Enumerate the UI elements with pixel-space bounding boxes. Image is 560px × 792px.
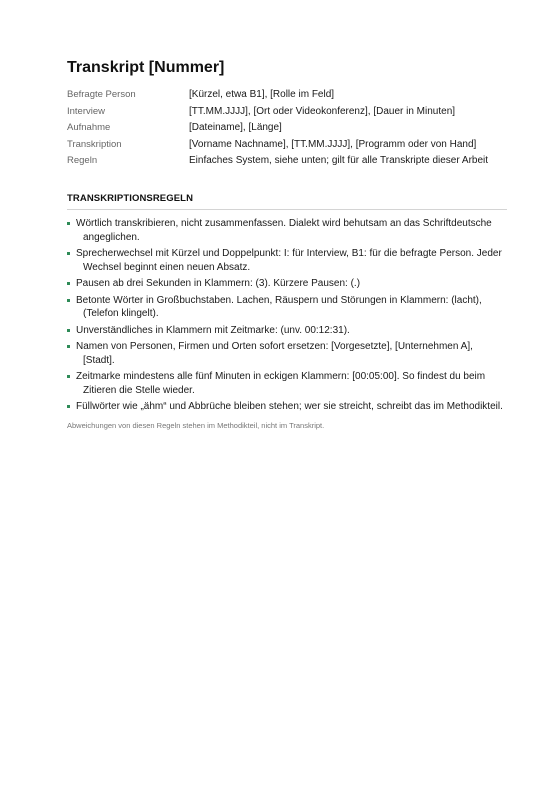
list-item bbox=[67, 324, 507, 338]
bullet-icon bbox=[67, 375, 70, 378]
rule-text: Füllwörter wie „ähm“ und Abbrüche bleiben stehen; wer sie streicht, schreibt das im Methodikteil. bbox=[76, 401, 503, 412]
rule-text: Zeitmarke mindestens alle fünf Minuten in eckigen Klammern: [00:05:00]. So findest du beim Zitieren die Stelle wieder. bbox=[76, 371, 486, 396]
meta-value: [Vorname Nachname], [TT.MM.JJJJ], [Programm oder von Hand] bbox=[189, 138, 477, 150]
meta-label: Aufnahme bbox=[67, 122, 111, 133]
list-item bbox=[67, 400, 507, 414]
bullet-icon bbox=[67, 282, 70, 285]
document-page bbox=[67, 58, 507, 431]
meta-value: [Kürzel, etwa B1], [Rolle im Feld] bbox=[189, 89, 335, 100]
rule-text: Betonte Wörter in Großbuchstaben. Lachen, Räuspern und Störungen in Klammern: (lacht), (Telefon klingelt). bbox=[76, 294, 482, 319]
meta-row-regeln bbox=[67, 154, 507, 167]
rule-text: Sprecherwechsel mit Kürzel und Doppelpunkt: I: für Interview, B1: für die befragte Person. Jeder Wechsel beginnt einen neuen Absatz. bbox=[76, 248, 502, 273]
metadata-table bbox=[67, 88, 507, 167]
list-item bbox=[67, 340, 507, 367]
meta-row-befragte-person bbox=[67, 88, 507, 101]
rule-text: Unverständliches in Klammern mit Zeitmarke: (unv. 00:12:31). bbox=[76, 324, 350, 336]
list-item bbox=[67, 294, 507, 321]
list-item bbox=[67, 217, 507, 244]
rules-list bbox=[67, 217, 507, 414]
rule-text: Pausen ab drei Sekunden in Klammern: (3). Kürzere Pausen: (.) bbox=[76, 278, 361, 289]
meta-row-interview bbox=[67, 105, 507, 118]
meta-label: Regeln bbox=[67, 155, 98, 166]
meta-label: Interview bbox=[67, 105, 106, 117]
meta-value: [TT.MM.JJJJ], [Ort oder Videokonferenz], [Dauer in Minuten] bbox=[189, 105, 456, 117]
rule-text: Wörtlich transkribieren, nicht zusammenfassen. Dialekt wird behutsam an das Schriftdeutsche angeglichen. bbox=[76, 218, 492, 243]
list-item bbox=[67, 247, 507, 274]
footnote: Abweichungen von diesen Regeln stehen im Methodikteil, nicht im Transkript. bbox=[67, 420, 325, 430]
meta-row-transkription bbox=[67, 138, 507, 151]
list-item bbox=[67, 277, 507, 291]
bullet-icon bbox=[67, 299, 70, 302]
meta-value: [Dateiname], [Länge] bbox=[189, 122, 282, 133]
meta-value: Einfaches System, siehe unten; gilt für alle Transkripte dieser Arbeit bbox=[189, 155, 489, 166]
bullet-icon bbox=[67, 329, 70, 332]
bullet-icon bbox=[67, 252, 70, 255]
bullet-icon bbox=[67, 345, 70, 348]
meta-label: Transkription bbox=[67, 138, 122, 150]
meta-row-aufnahme bbox=[67, 121, 507, 134]
page-title: Transkript [Nummer] bbox=[67, 59, 225, 76]
meta-label: Befragte Person bbox=[67, 89, 136, 100]
bullet-icon bbox=[67, 405, 70, 408]
bullet-icon bbox=[67, 222, 70, 225]
rules-heading: TRANSKRIPTIONSREGELN bbox=[67, 193, 507, 210]
rule-text: Namen von Personen, Firmen und Orten sofort ersetzen: [Vorgesetzte], [Unternehmen A], [Stadt]. bbox=[76, 341, 473, 366]
list-item bbox=[67, 370, 507, 397]
